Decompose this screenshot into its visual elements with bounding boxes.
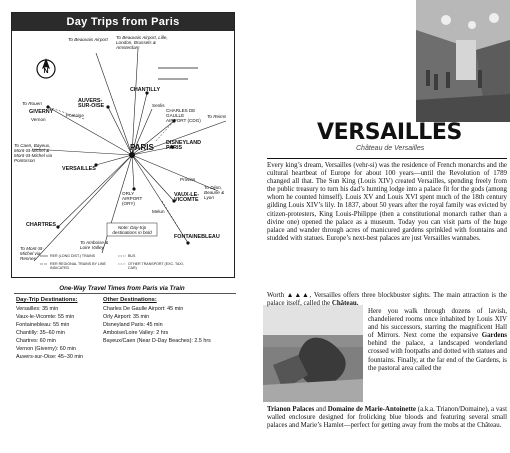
place-label: AUVERS-SUR-OISE bbox=[78, 98, 105, 109]
timetable-row: Versailles: 35 min bbox=[16, 306, 59, 312]
map-title: Day Trips from Paris bbox=[12, 13, 234, 31]
emphasis: Domaine de Marie-Antoinette bbox=[327, 406, 416, 413]
timetable-col2-heading: Other Destinations: bbox=[103, 297, 157, 303]
timetable-row: Chartres: 60 min bbox=[16, 338, 56, 344]
place-label: To Dijon, Beaune & Lyon bbox=[204, 185, 225, 200]
paragraph-2: Worth ▲▲▲, Versailles offers three blockbuster sights. The main attraction is the palace itself, called the Château. bbox=[267, 292, 507, 308]
right-page bbox=[255, 0, 510, 453]
place-label: FONTAINEBLEAU bbox=[174, 234, 220, 240]
place-label: Provins bbox=[180, 177, 196, 182]
map-note: Note: Day-trip destinations in bold bbox=[112, 225, 152, 235]
place-label: DISNEYLAND PARIS bbox=[166, 140, 202, 151]
place-label: Senlis bbox=[152, 103, 165, 108]
page-title: VERSAILLES bbox=[317, 120, 462, 145]
legend-item: RER REGIONAL TRAINS BY LINE INDICATED bbox=[50, 262, 106, 270]
timetable-row: Chantilly: 35–60 min bbox=[16, 330, 65, 336]
timetable-row: Orly Airport: 35 min bbox=[103, 314, 150, 320]
timetable-row: Auvers-sur-Oise: 45–30 min bbox=[16, 354, 84, 360]
text: and bbox=[314, 406, 328, 413]
legend-item: BUS bbox=[128, 254, 136, 258]
place-label: CHANTILLY bbox=[130, 87, 161, 93]
emphasis: Trianon Palaces bbox=[267, 406, 315, 413]
place-label: VAUX-LE-VICOMTE bbox=[174, 192, 200, 203]
text: (a.k.a. Trianon/Domaine), a vast walled enclosure designed for frolicking blue bloods and featuring several small palaces and Marie’s Hamlet—perfect for getting away from the mobs at the Château. bbox=[267, 406, 507, 430]
timetable-title: One-Way Travel Times from Paris via Train bbox=[59, 285, 185, 292]
place-label: To Amboise & Loire Valley bbox=[80, 240, 109, 250]
place-label: To Beauvais Airport bbox=[68, 37, 108, 42]
place-label: PARIS bbox=[130, 143, 154, 152]
timetable-row: Amboise/Loire Valley: 2 hrs bbox=[103, 330, 169, 336]
divider bbox=[267, 158, 507, 159]
hall-of-mirrors-photo bbox=[416, 0, 510, 122]
timetable-row: Vaux-le-Vicomte: 55 min bbox=[16, 314, 75, 320]
paragraph-2-wrap: Here you walk through dozens of lavish, chandeliered rooms once inhabited by Louis XIV and his successors, starring the magnificent Hall of Mirrors. Next come the expansive Gardens behind the palace, a landscaped wonderland crossed with footpaths and dotted with statues and fountains. Finally, at the far end of the Gardens, is the pastoral area called the bbox=[368, 308, 507, 372]
place-label: GIVERNY bbox=[29, 109, 54, 115]
place-label: Melun bbox=[152, 209, 165, 214]
timetable-row: Vernon (Giverny): 60 min bbox=[16, 346, 76, 352]
place-label: CHARTRES bbox=[26, 222, 56, 228]
place-label: VERSAILLES bbox=[62, 166, 96, 172]
place-label: To Mont-St-Michel via Rennes bbox=[20, 246, 44, 261]
place-label: Vernon bbox=[31, 117, 46, 122]
paragraph-2-end bbox=[267, 406, 507, 430]
place-label: To Rouen bbox=[22, 101, 42, 106]
timetable-row: Bayeux/Caen (Near D-Day Beaches): 2.5 hrs bbox=[103, 338, 211, 344]
place-label: To Caen, Bayeux, Mont-St-Michel & Mont-St-Michel via Pontorson bbox=[14, 143, 53, 163]
timetable-row: Disneyland Paris: 45 min bbox=[103, 322, 163, 328]
scale-bar bbox=[158, 68, 198, 79]
day-trips-map bbox=[11, 12, 235, 278]
legend-item: OTHER TRANSPORT (EXC. TAXI, CAR) bbox=[128, 262, 184, 270]
place-label: To Reims bbox=[207, 114, 227, 119]
place-label: To Beauvais Airport, Lille, London, Brussels & Amsterdam bbox=[116, 35, 168, 50]
divider bbox=[14, 293, 236, 294]
place-label: CHARLES DE GAULLE AIRPORT (CDG) bbox=[166, 108, 201, 123]
page-subtitle: Château de Versailles bbox=[356, 145, 425, 152]
place-label: Pontoise bbox=[66, 113, 84, 118]
timetable-col1-heading: Day-Trip Destinations: bbox=[16, 297, 78, 303]
paragraph-1: Every king’s dream, Versailles (vehr-si) was the residence of French monarchs and the cultural heartbeat of Europe for about 100 years—until the Revolution of 1789 changed all that. The Sun King (Louis XIV) created Versailles, spending freely from the public treasury to turn his dad’s hunting lodge into a palace fit for the gods (among whom he counted himself). Louis XV and Louis XVI spent much of the 18th century gilding Louis XIV’s lily. In 1837, about 50 years after the royal family was evicted by citizen-protesters, King Louis-Philippe (then a constitutional monarch rather than a divine one) opened the palace as a museum. Today you can visit parts of the huge palace and wander through acres of manicured gardens sprinkled with fountains and studded with statues. Europe’s next-best palaces are just Versailles wannabes. bbox=[267, 162, 507, 242]
place-label: ORLY AIRPORT (ORY) bbox=[122, 191, 143, 206]
gardens-photo bbox=[263, 305, 363, 402]
compass-icon bbox=[37, 58, 55, 78]
timetable-row: Charles De Gaulle Airport: 45 min bbox=[103, 306, 184, 312]
legend-item: RER (LONG DIST.) TRAINS bbox=[50, 254, 96, 258]
timetable-row: Fontainebleau: 55 min bbox=[16, 322, 70, 328]
svg-text:N: N bbox=[43, 68, 49, 75]
